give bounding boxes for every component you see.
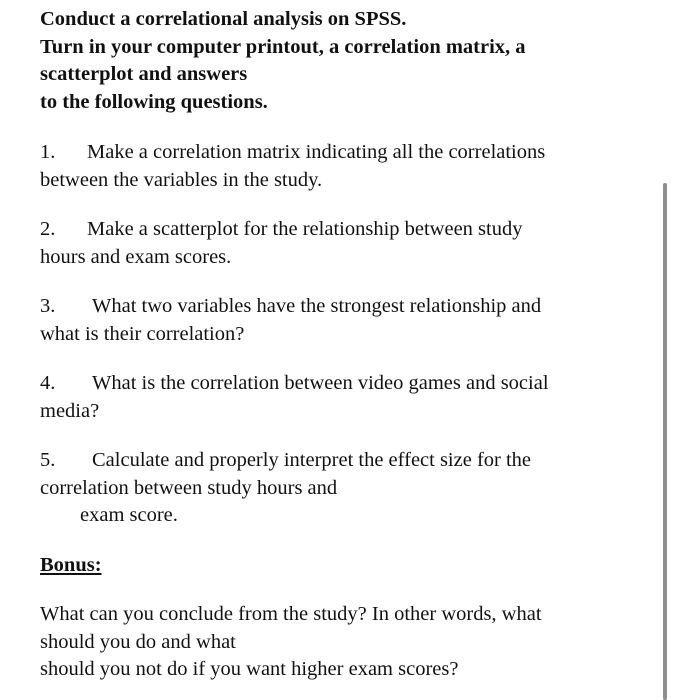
question-text: What is the correlation between video games and social bbox=[92, 372, 549, 394]
question-4 bbox=[40, 370, 640, 425]
question-text: What two variables have the strongest relationship and bbox=[92, 295, 542, 317]
question-text: media? bbox=[40, 399, 100, 422]
document-body bbox=[40, 6, 640, 684]
question-text: what is their correlation? bbox=[40, 322, 245, 345]
question-2 bbox=[40, 216, 640, 271]
question-5 bbox=[40, 447, 640, 530]
question-text: between the variables in the study. bbox=[40, 168, 323, 191]
question-text: Make a correlation matrix indicating all the correlations bbox=[87, 141, 546, 163]
question-number: 4. bbox=[40, 372, 56, 394]
bonus-text: What can you conclude from the study? In other words, what bbox=[40, 603, 542, 625]
vertical-scrollbar[interactable] bbox=[663, 183, 667, 700]
question-text: exam score. bbox=[80, 504, 178, 526]
bonus-text: should you not do if you want higher exam scores? bbox=[40, 658, 459, 680]
question-text: hours and exam scores. bbox=[40, 245, 232, 268]
bonus-section bbox=[40, 552, 640, 580]
bonus-question bbox=[40, 601, 640, 684]
question-text: Make a scatterplot for the relationship between study bbox=[87, 218, 523, 240]
question-text: Calculate and properly interpret the effect size for the bbox=[92, 449, 532, 471]
bonus-label: Bonus: bbox=[40, 553, 102, 576]
heading-line: Conduct a correlational analysis on SPSS. bbox=[40, 8, 407, 30]
assignment-heading bbox=[40, 6, 640, 116]
question-1 bbox=[40, 139, 640, 194]
heading-line: to the following questions. bbox=[40, 90, 268, 113]
question-3 bbox=[40, 293, 640, 348]
question-text: correlation between study hours and bbox=[40, 476, 338, 499]
bonus-text: should you do and what bbox=[40, 630, 236, 653]
question-number: 5. bbox=[40, 449, 56, 471]
heading-line: scatterplot and answers bbox=[40, 63, 248, 85]
question-number: 1. bbox=[40, 141, 56, 163]
question-number: 2. bbox=[40, 218, 56, 240]
question-number: 3. bbox=[40, 295, 56, 317]
heading-line: Turn in your computer printout, a correlation matrix, a bbox=[40, 35, 526, 58]
